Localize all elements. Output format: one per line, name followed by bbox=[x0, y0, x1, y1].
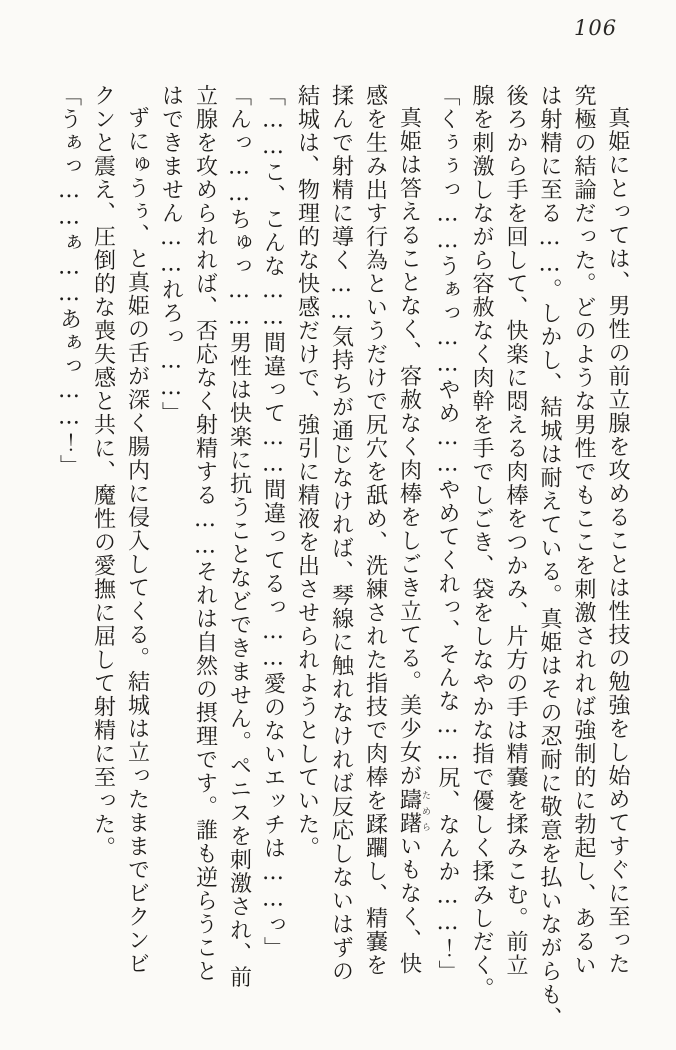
text-line: ずにゅうぅ、と真姫の舌が深く腸内に侵入してくる。結城は立ったままでビクンビ bbox=[124, 106, 150, 976]
text-line: 「んっ……ちゅっ……男性は快楽に抗うことなどできません。ペニスを刺激され、前 bbox=[226, 84, 252, 989]
text-line: 揉んで射精に導く……気持ちが通じなければ、琴線に触れなければ反応しないはずの bbox=[328, 84, 354, 983]
text-block bbox=[52, 84, 635, 1030]
text-line: 「……こ、こんな……間違って……間違ってるっ……愛のないエッチは……っ」 bbox=[260, 84, 286, 960]
text-line: 結城は、物理的な快感だけで、強引に精液を出させられようとしていた。 bbox=[294, 84, 320, 860]
ruby-annotated-word: 躊躇ためら bbox=[396, 787, 430, 835]
text-line: 「うぁっ……ぁ……あぁっ……！」 bbox=[56, 84, 82, 478]
text-line: 感を生み出す行為というだけで尻穴を舐め、洗練された指技で肉棒を蹂躙し、精嚢を bbox=[362, 84, 388, 977]
text-line: 立腺を攻められれば、否応なく射精する……それは自然の摂理です。誰も逆らうこと bbox=[192, 84, 218, 983]
text-line: 後ろから手を回して、快楽に悶える肉棒をつかみ、片方の手は精嚢を揉みこむ。前立 bbox=[503, 84, 528, 977]
text-line: 真姫にとっては、男性の前立腺を攻めることは性技の勉強をし始めてすぐに至った bbox=[605, 106, 630, 976]
text-line: は射精に至る……。しかし、結城は耐えている。真姫はその忍耐に敬意を払いながらも、 bbox=[537, 84, 562, 1030]
text-line: 真姫は答えることなく、容赦なく肉棒をしごき立てる。美少女が躊躇ためらいもなく、快 bbox=[396, 106, 430, 976]
text-line: 究極の結論だった。どのような男性でもここを刺激されれば強制的に勃起し、あるい bbox=[571, 84, 596, 977]
text-line: 腺を刺激しながら容赦なく肉幹を手でしごき、袋をしなやかな指で優しく揉みしだく。 bbox=[469, 84, 494, 1001]
text-line: はできません……れろっ……」 bbox=[158, 84, 184, 425]
text-line: 「くぅぅっ……うぁっ……やめ……やめてくれっ、そんな……尻、なんか……！」 bbox=[435, 84, 460, 984]
page-number: 106 bbox=[574, 16, 618, 40]
text-line: クンと震え、圧倒的な喪失感と共に、魔性の愛撫に屈して射精に至った。 bbox=[90, 84, 116, 860]
